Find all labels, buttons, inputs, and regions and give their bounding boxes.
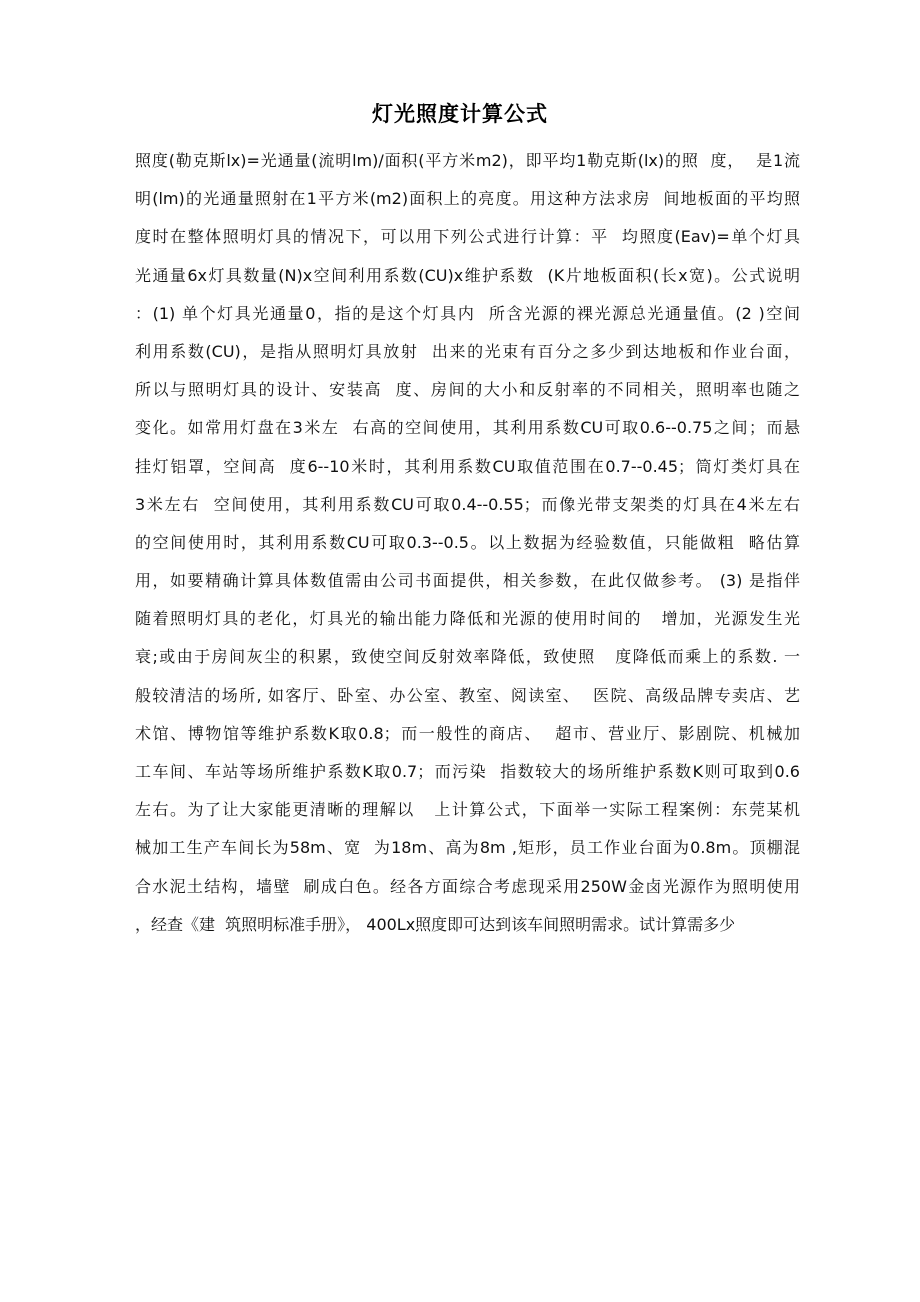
body-line: 术馆、博物馆等维护系数K取0.8；而一般性的商店、 超市、营业厅、影剧院、机械加 [135, 723, 800, 743]
body-line: ：(1) 单个灯具光通量0，指的是这个灯具内 所含光源的裸光源总光通量值。(2 )空间 [135, 303, 800, 323]
body-line: 衰;或由于房间灰尘的积累，致使空间反射效率降低，致使照 度降低而乘上的系数. 一 [135, 647, 800, 667]
body-line: 左右。为了让大家能更清晰的理解以 上计算公式，下面举一实际工程案例：东莞某机 [135, 800, 800, 820]
document-title: 灯光照度计算公式 [372, 102, 548, 126]
body-line: 挂灯铝罩，空间高 度6--10米时，其利用系数CU取值范围在0.7--0.45；筒灯类灯具在 [135, 456, 800, 476]
body-line: 光通量6x灯具数量(N)x空间利用系数(CU)x维护系数 (K片地板面积(长x宽)。公式说明 [135, 265, 800, 285]
body-line: ，经查《建 筑照明标准手册》， 400Lx照度即可达到该车间照明需求。试计算需多少 [135, 914, 736, 934]
body-line: 度时在整体照明灯具的情况下，可以用下列公式进行计算：平 均照度(Eav)=单个灯具 [135, 227, 800, 247]
body-line: 利用系数(CU)，是指从照明灯具放射 出来的光束有百分之多少到达地板和作业台面， [135, 341, 800, 361]
body-line: 械加工生产车间长为58m、宽 为18m、高为8m ,矩形，员工作业台面为0.8m。顶棚混 [135, 838, 800, 858]
body-line: 工车间、车站等场所维护系数K取0.7；而污染 指数较大的场所维护系数K则可取到0.6 [135, 762, 800, 781]
body-line: 所以与照明灯具的设计、安装高 度、房间的大小和反射率的不同相关，照明率也随之 [135, 380, 800, 400]
body-line: 般较清洁的场所, 如客厅、卧室、办公室、教室、阅读室、 医院、高级品牌专卖店、艺 [135, 685, 800, 705]
document-body [135, 142, 800, 944]
body-line: 照度(勒克斯lx)=光通量(流明lm)/面积(平方米m2)，即平均1勒克斯(lx)的照 度， 是1流 [135, 151, 800, 170]
body-line: 明(lm)的光通量照射在1平方米(m2)面积上的亮度。用这种方法求房 间地板面的平均照 [135, 189, 800, 209]
body-line: 3米左右 空间使用，其利用系数CU可取0.4--0.55；而像光带支架类的灯具在4米左右 [135, 494, 800, 514]
body-line: 用，如要精确计算具体数值需由公司书面提供，相关参数，在此仅做参考。 (3) 是指伴 [135, 571, 800, 591]
body-line: 的空间使用时，其利用系数CU可取0.3--0.5。以上数据为经验数值，只能做粗 略估算 [135, 532, 800, 552]
body-line: 合水泥土结构，墙壁 刷成白色。经各方面综合考虑现采用250W金卤光源作为照明使用 [135, 876, 800, 896]
body-line: 随着照明灯具的老化，灯具光的输出能力降低和光源的使用时间的 增加，光源发生光 [135, 609, 800, 629]
body-line: 变化。如常用灯盘在3米左 右高的空间使用，其利用系数CU可取0.6--0.75之间；而悬 [135, 418, 800, 438]
